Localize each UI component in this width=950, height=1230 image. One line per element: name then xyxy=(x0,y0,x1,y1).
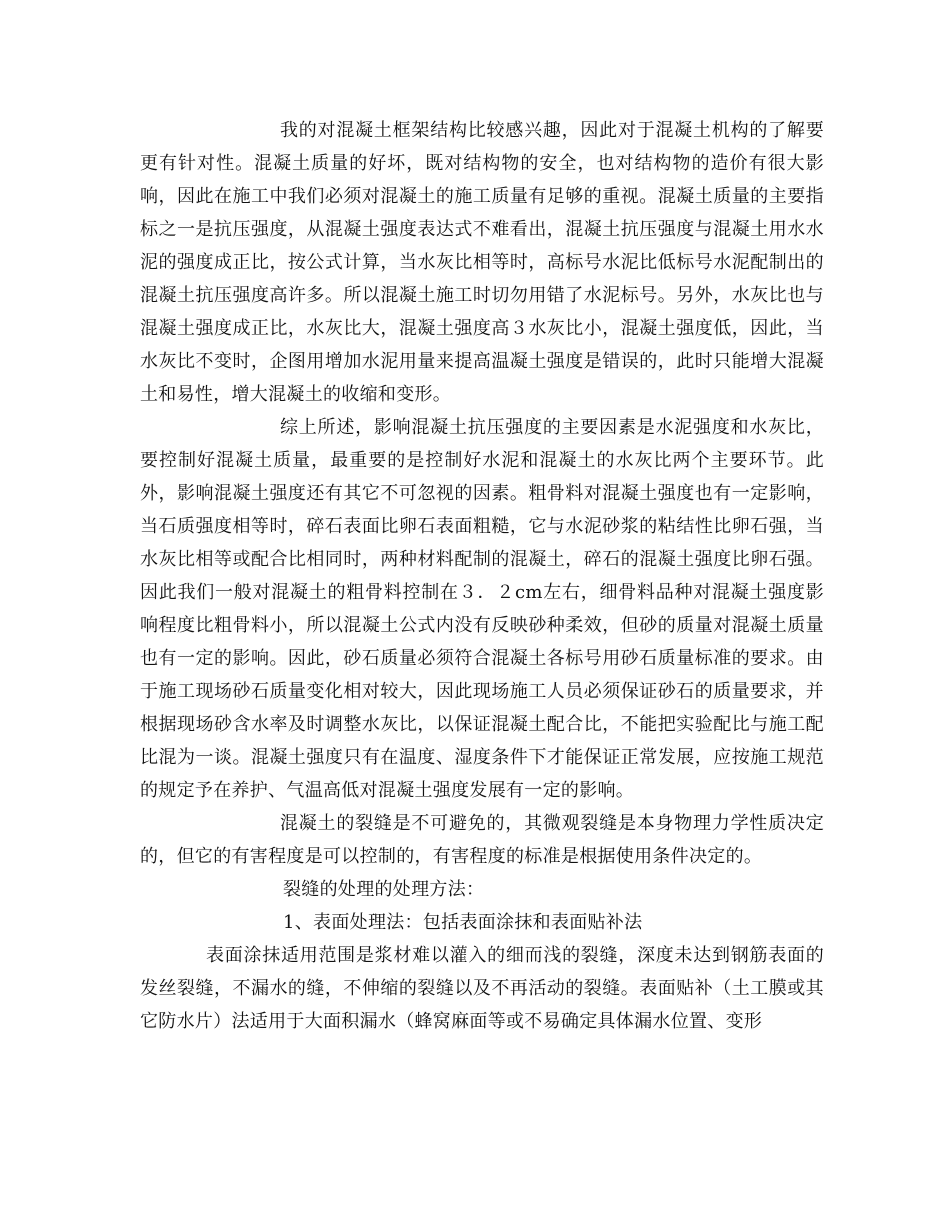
paragraph-crack-methods-heading: 裂缝的处理的处理方法： xyxy=(283,879,485,900)
paragraph-method-1-heading: 1、表面处理法：包括表面涂抹和表面贴补法 xyxy=(283,912,643,933)
paragraph-cracks: 混凝土的裂缝是不可避免的，其微观裂缝是本身物理力学性质决定的，但它的有害程度是可以控制的，有害程度的标准是根据使用条件决定的。 xyxy=(140,813,824,867)
paragraph-summary: 综上所述，影响混凝土抗压强度的主要因素是水泥强度和水灰比，要控制好混凝土质量，最重要的是控制好水泥和混凝土的水灰比两个主要环节。此外，影响混凝土强度还有其它不可忽视的因素。粗骨料对混凝土强度也有一定影响，当石质强度相等时，碎石表面比卵石表面粗糙，它与水泥砂浆的粘结性比卵石强，当水灰比相等或配合比相同时，两种材料配制的混凝土，碎石的混凝土强度比卵石强。因此我们一般对混凝土的粗骨料控制在３．２cm左右，细骨料品种对混凝土强度影响程度比粗骨料小，所以混凝土公式内没有反映砂种柔效，但砂的质量对混凝土质量也有一定的影响。因此，砂石质量必须符合混凝土各标号用砂石质量标准的要求。由于施工现场砂石质量变化相对较大，因此现场施工人员必须保证砂石的质量要求，并根据现场砂含水率及时调整水灰比，以保证混凝土配合比，不能把实验配比与施工配比混为一谈。混凝土强度只有在温度、湿度条件下才能保证正常发展，应按施工规范的规定予在养护、气温高低对混凝土强度发展有一定的影响。 xyxy=(140,417,824,801)
document-body xyxy=(140,114,824,1038)
paragraph-concrete-quality: 我的对混凝土框架结构比较感兴趣，因此对于混凝土机构的了解要更有针对性。混凝土质量的好坏，既对结构物的安全，也对结构物的造价有很大影响，因此在施工中我们必须对混凝土的施工质量有足够的重视。混凝土质量的主要指标之一是抗压强度，从混凝土强度表达式不难看出，混凝土抗压强度与混凝土用水水泥的强度成正比，按公式计算，当水灰比相等时，高标号水泥比低标号水泥配制出的混凝土抗压强度高许多。所以混凝土施工时切勿用错了水泥标号。另外，水灰比也与混凝土强度成正比，水灰比大，混凝土强度高３水灰比小，混凝土强度低，因此，当水灰比不变时，企图用增加水泥用量来提高温凝土强度是错误的，此时只能增大混凝土和易性，增大混凝土的收缩和变形。 xyxy=(140,120,824,405)
paragraph-surface-coating: 表面涂抹适用范围是浆材难以灌入的细而浅的裂缝，深度未达到钢筋表面的发丝裂缝，不漏水的缝，不伸缩的裂缝以及不再活动的裂缝。表面贴补（土工膜或其它防水片）法适用于大面积漏水（蜂窝麻面等或不易确定具体漏水位置、变形 xyxy=(140,945,824,1032)
